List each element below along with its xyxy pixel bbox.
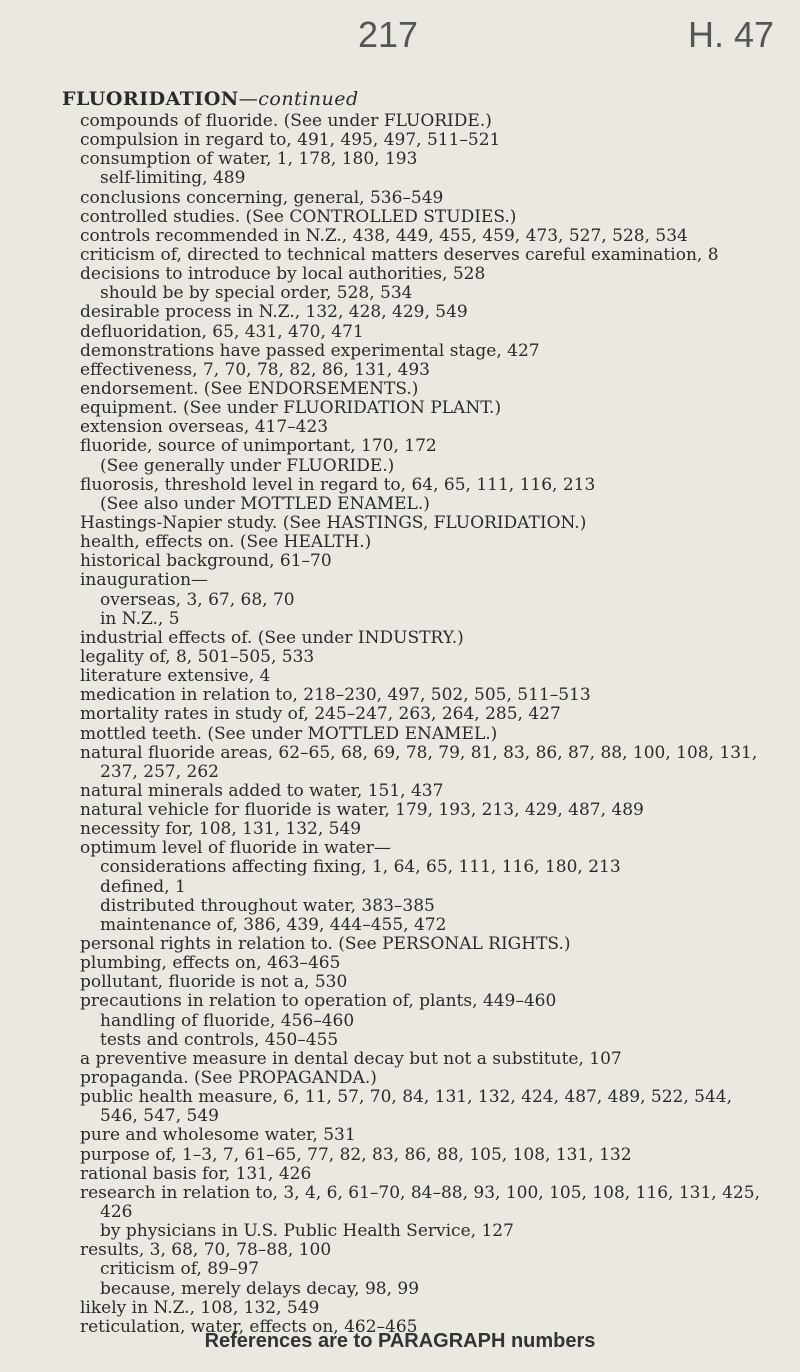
footer-note: References are to PARAGRAPH numbers [204, 1330, 596, 1352]
index-entry: natural vehicle for fluoride is water, 179, 193, 213, 429, 487, 489 [80, 801, 644, 821]
page-number: 217 [358, 14, 419, 55]
index-entry: optimum level of fluoride in water— [80, 839, 391, 859]
index-entry: fluoride, source of unimportant, 170, 172 [80, 437, 437, 457]
index-entry: historical background, 61–70 [80, 552, 332, 572]
index-entry: personal rights in relation to. (See PERSONAL RIGHTS.) [80, 935, 571, 955]
index-entry: mottled teeth. (See under MOTTLED ENAMEL.) [80, 724, 498, 744]
index-subentry: (See also under MOTTLED ENAMEL.) [100, 494, 430, 514]
index-entry: fluorosis, threshold level in regard to, 64, 65, 111, 116, 213 [80, 475, 596, 495]
index-subentry: 237, 257, 262 [100, 762, 219, 782]
index-entry: conclusions concerning, general, 536–549 [80, 188, 444, 208]
index-subentry: (See generally under FLUORIDE.) [100, 456, 395, 476]
heading-term: FLUORIDATION [62, 88, 239, 110]
index-entry: defluoridation, 65, 431, 470, 471 [80, 322, 364, 342]
index-entry: literature extensive, 4 [80, 667, 271, 687]
index-entry: legality of, 8, 501–505, 533 [80, 647, 315, 667]
index-subentry: by physicians in U.S. Public Health Service, 127 [100, 1222, 514, 1242]
index-entry: demonstrations have passed experimental stage, 427 [80, 341, 540, 361]
index-entry: pure and wholesome water, 531 [80, 1126, 356, 1146]
index-subentry: because, merely delays decay, 98, 99 [100, 1279, 420, 1299]
index-entry: purpose of, 1–3, 7, 61–65, 77, 82, 83, 86, 88, 105, 108, 131, 132 [80, 1145, 632, 1165]
index-entry: likely in N.Z., 108, 132, 549 [80, 1298, 320, 1318]
index-entry: pollutant, fluoride is not a, 530 [80, 973, 348, 993]
index-entry: controlled studies. (See CONTROLLED STUDIES.) [80, 207, 517, 227]
index-entry: rational basis for, 131, 426 [80, 1164, 312, 1184]
index-entry: endorsement. (See ENDORSEMENTS.) [80, 379, 419, 399]
index-entry: consumption of water, 1, 178, 180, 193 [80, 150, 418, 170]
index-entry: health, effects on. (See HEALTH.) [80, 533, 372, 553]
index-subentry: should be by special order, 528, 534 [100, 284, 413, 304]
index-entry: effectiveness, 7, 70, 78, 82, 86, 131, 493 [80, 360, 431, 380]
index-entry: inauguration— [80, 571, 209, 591]
index-entry: criticism of, directed to technical matters deserves careful examination, 8 [80, 245, 719, 265]
index-subentry: handling of fluoride, 456–460 [100, 1011, 355, 1031]
index-subentry: considerations affecting fixing, 1, 64, 65, 111, 116, 180, 213 [100, 858, 621, 878]
heading-suffix: —continued [238, 88, 359, 110]
index-subentry: overseas, 3, 67, 68, 70 [100, 590, 295, 610]
index-subentry: maintenance of, 386, 439, 444–455, 472 [100, 915, 447, 935]
index-entry: industrial effects of. (See under INDUSTRY.) [80, 628, 464, 648]
index-entry: natural fluoride areas, 62–65, 68, 69, 78, 79, 81, 83, 86, 87, 88, 100, 108, 131, [80, 743, 758, 763]
index-entry: precautions in relation to operation of, plants, 449–460 [80, 992, 557, 1012]
index-entries [0, 112, 800, 1337]
index-subentry: distributed throughout water, 383–385 [100, 896, 435, 916]
index-entry: desirable process in N.Z., 132, 428, 429, 549 [80, 303, 468, 323]
section-page-number: H. 47 [688, 14, 775, 55]
index-entry: medication in relation to, 218–230, 497, 502, 505, 511–513 [80, 686, 591, 706]
index-entry: research in relation to, 3, 4, 6, 61–70, 84–88, 93, 100, 105, 108, 116, 131, 425, [80, 1183, 760, 1203]
index-entry: necessity for, 108, 131, 132, 549 [80, 820, 362, 840]
index-subentry: in N.Z., 5 [100, 609, 180, 629]
index-entry: propaganda. (See PROPAGANDA.) [80, 1069, 377, 1089]
index-entry: compulsion in regard to, 491, 495, 497, 511–521 [80, 131, 501, 151]
index-entry: reticulation, water, effects on, 462–465 [80, 1317, 418, 1337]
index-subentry: self-limiting, 489 [100, 169, 246, 189]
index-entry: results, 3, 68, 70, 78–88, 100 [80, 1241, 332, 1261]
index-subentry: 426 [100, 1203, 133, 1223]
index-entry: extension overseas, 417–423 [80, 418, 329, 438]
index-entry: compounds of fluoride. (See under FLUORIDE.) [80, 112, 492, 131]
index-entry: controls recommended in N.Z., 438, 449, 455, 459, 473, 527, 528, 534 [80, 226, 688, 246]
index-subentry: tests and controls, 450–455 [100, 1030, 339, 1050]
index-entry: Hastings-Napier study. (See HASTINGS, FLUORIDATION.) [80, 513, 587, 533]
index-heading [62, 88, 359, 110]
index-entry: plumbing, effects on, 463–465 [80, 954, 341, 974]
index-subentry: 546, 547, 549 [100, 1107, 219, 1127]
index-entry: natural minerals added to water, 151, 437 [80, 781, 444, 801]
index-entry: decisions to introduce by local authorities, 528 [80, 265, 486, 285]
index-subentry: defined, 1 [100, 877, 186, 897]
index-entry: equipment. (See under FLUORIDATION PLANT.) [80, 399, 502, 419]
index-entry: mortality rates in study of, 245–247, 263, 264, 285, 427 [80, 705, 561, 725]
index-entry: a preventive measure in dental decay but not a substitute, 107 [80, 1049, 622, 1069]
index-subentry: criticism of, 89–97 [100, 1260, 260, 1280]
index-entry: public health measure, 6, 11, 57, 70, 84, 131, 132, 424, 487, 489, 522, 544, [80, 1088, 733, 1108]
